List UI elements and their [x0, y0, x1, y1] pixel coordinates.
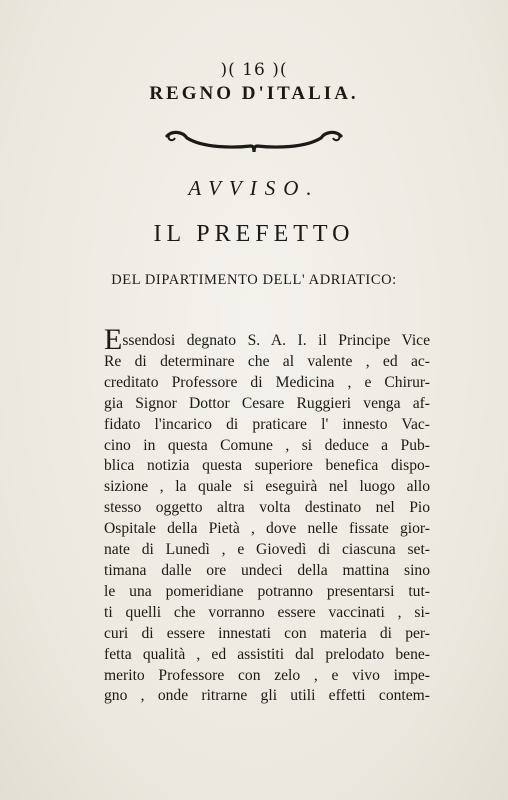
page-number: )( 16 )(	[220, 60, 288, 80]
text-line: curi di essere innestati con materia di per-	[104, 624, 430, 642]
text-line: Ospitale della Pietà , dove nelle fissate gior-	[104, 520, 430, 538]
text-line: merito Professore con zelo , e vivo impe-	[104, 666, 430, 684]
drop-cap: E	[104, 323, 123, 356]
text-line: ti quelli che vorranno essere vaccinati , si-	[104, 603, 430, 621]
text-line: timana dalle ore undeci della mattina sino	[104, 561, 430, 579]
text-line: creditato Professore di Medicina , e Chirur-	[104, 373, 430, 391]
text-line-content: ssendosi degnato S. A. I. il Principe Vice	[122, 332, 430, 349]
text-line: gno , onde ritrarne gli utili effetti contem-	[104, 687, 430, 705]
notice-heading: AVVISO.	[188, 176, 320, 200]
decorative-ornament	[163, 126, 345, 158]
department-subtitle: DEL DIPARTIMENTO DELL' ADRIATICO:	[111, 272, 397, 288]
text-line: gia Signor Dottor Cesare Ruggieri venga af-	[104, 394, 430, 412]
text-line: stesso oggetto altra volta destinato nel Pio	[104, 499, 430, 517]
text-line: sizione , la quale si eseguirà nel luogo allo	[104, 478, 430, 496]
text-line: fetta qualità , ed assistiti dal prelodato bene-	[104, 645, 430, 663]
text-line: fidato l'incarico di praticare l' innesto Vac-	[104, 415, 430, 433]
body-paragraph	[104, 323, 430, 707]
text-line: blica notizia questa superiore benefica dispo-	[104, 457, 430, 475]
text-line: nate di Lunedì , e Giovedì di ciascuna set-	[104, 541, 430, 559]
document-title: IL PREFETTO	[153, 221, 355, 247]
text-line: cino in questa Comune , si deduce a Pub-	[104, 436, 430, 454]
kingdom-heading: REGNO D'ITALIA.	[149, 83, 359, 104]
text-line	[104, 323, 430, 356]
text-line: Re di determinare che al valente , ed ac-	[104, 352, 430, 370]
text-line: le una pomeridiane potranno presentarsi tut-	[104, 582, 430, 600]
